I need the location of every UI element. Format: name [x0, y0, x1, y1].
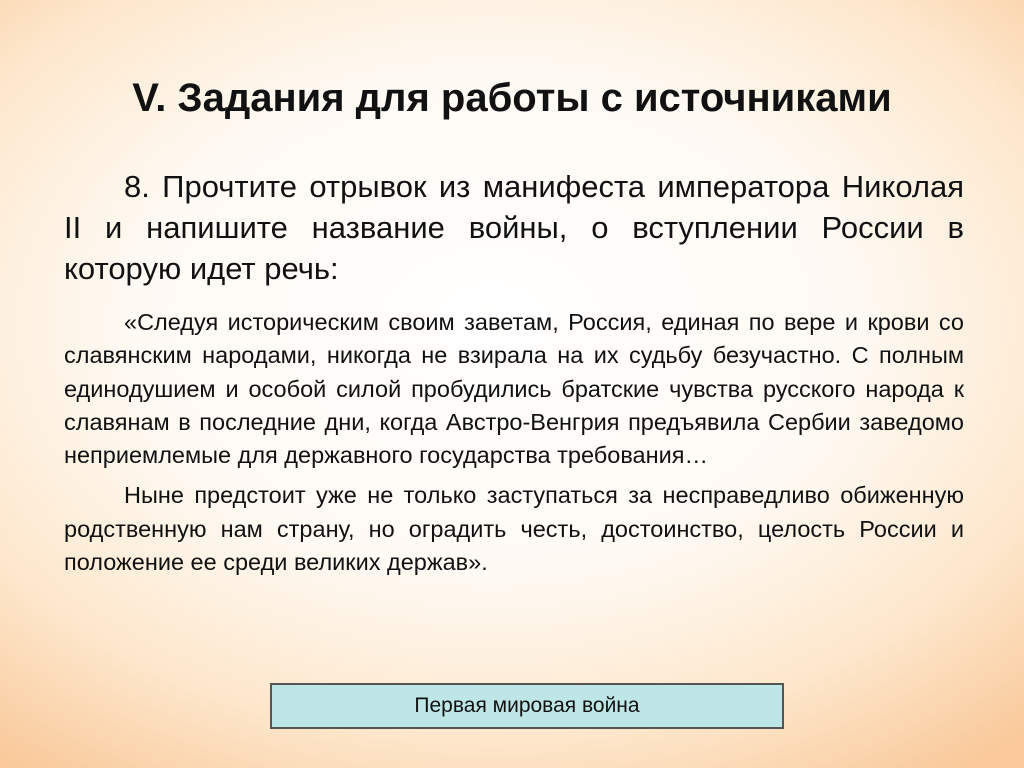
quote-paragraph-1: «Следуя историческим своим заветам, Россия, единая по вере и крови со славянским народами, никогда не взирала на их судьбу безучастно. С полным единодушием и особой силой пробудились братские чувства русского народа к славянам в последние дни, когда Австро-Венгрия предъявила Сербии заведомо неприемлемые для державного государства требования… — [64, 309, 964, 469]
manifesto-quote — [64, 306, 964, 586]
answer-box — [270, 683, 784, 729]
task-text: 8. Прочтите отрывок из манифеста императора Николая II и напишите название войны, о вступлении России в которую идет речь: — [64, 169, 964, 286]
slide-title: V. Задания для работы с источниками — [132, 76, 892, 120]
answer-text: Первая мировая война — [414, 694, 640, 717]
quote-paragraph-2: Ныне предстоит уже не только заступаться за несправедливо обиженную родственную нам страну, но оградить честь, достоинство, целость России и положение ее среди великих держав». — [64, 482, 964, 576]
